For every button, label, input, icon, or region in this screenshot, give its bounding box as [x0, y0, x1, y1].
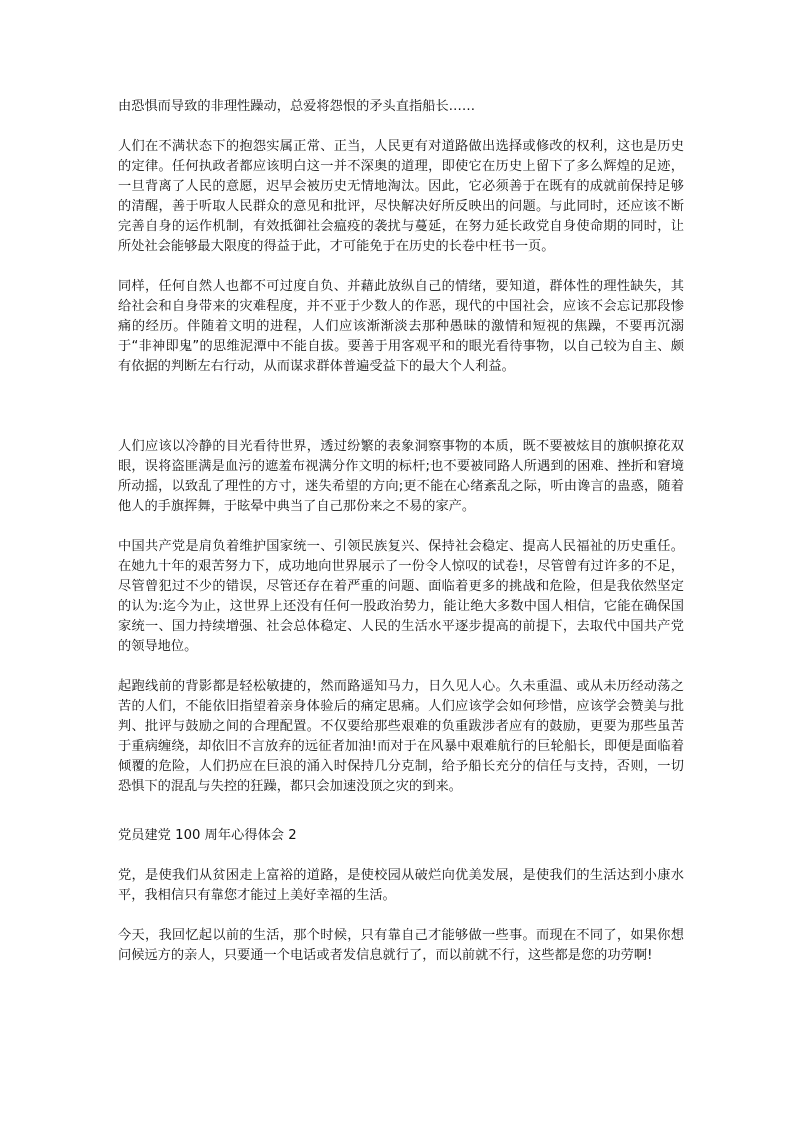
- paragraph-6: 起跑线前的背影都是轻松敏捷的，然而路遥知马力，日久见人心。久未重温、或从未历经动荡之苦的人们，不能依旧指望着亲身体验后的痛定思痛。人们应该学会如何珍惜，应该学会赞美与批判、批评与鼓励之间的合理配置。不仅要给那些艰难的负重跋涉者应有的鼓励，更要为那些虽苦于重病缠绕，却依旧不言放弃的远征者加油!而对于在风暴中艰难航行的巨轮船长，即便是面临着倾覆的危险，人们扔应在巨浪的涌入时保持几分克制，给予船长充分的信任与支持，否则，一切恐惧下的混乱与失控的狂躁，都只会加速没顶之灾的到来。: [118, 679, 684, 794]
- paragraph-4: 人们应该以冷静的目光看待世界，透过纷繁的表象洞察事物的本质，既不要被炫目的旗帜撩花双眼，误将盗匪满是血污的遮羞布视满分作文明的标杆;也不要被同路人所遇到的困难、挫折和窘境所动摇，以致乱了理性的方寸，迷失希望的方向;更不能在心绪紊乱之际，听由谗言的蛊惑，随着他人的手旗挥舞，于眩晕中典当了自己那份来之不易的家产。: [118, 439, 684, 514]
- paragraph-9: 今天，我回忆起以前的生活，那个时候，只有靠自己才能够做一些事。而现在不同了，如果你想问候远方的亲人，只要通一个电话或者发信息就行了，而以前就不行，这些都是您的功劳啊!: [118, 928, 684, 963]
- paragraph-3: 同样，任何自然人也都不可过度自负、并藉此放纵自己的情绪，要知道，群体性的理性缺失，其给社会和自身带来的灾难程度，并不亚于少数人的作恶，现代的中国社会，应该不会忘记那段惨痛的经历。伴随着文明的进程，人们应该渐渐淡去那种愚昧的激情和短视的焦躁，不要再沉溺于“非神即鬼”的思维泥潭中不能自拔。要善于用客观平和的眼光看待事物，以自己较为自主、颇有依据的判断左右行动，从而谋求群体普遍受益下的最大个人利益。: [118, 279, 684, 374]
- paragraph-8: 党，是使我们从贫困走上富裕的道路，是使校园从破烂向优美发展，是使我们的生活达到小康水平，我相信只有靠您才能过上美好幸福的生活。: [118, 868, 684, 903]
- paragraph-2: 人们在不满状态下的抱怨实属正常、正当，人民更有对道路做出选择或修改的权利，这也是历史的定律。任何执政者都应该明白这一并不深奥的道理，即使它在历史上留下了多么辉煌的足迹，一旦背离了人民的意愿，迟早会被历史无情地淘汰。因此，它必须善于在既有的成就前保持足够的清醒，善于听取人民群众的意见和批评，尽快解决好所反映出的问题。与此同时，还应该不断完善自身的运作机制，有效抵御社会瘟疫的袭扰与蔓延，在努力延长政党自身使命期的同时，让所处社会能够最大限度的得益于此，才可能免于在历史的长卷中枉书一页。: [118, 139, 684, 254]
- paragraph-5: 中国共产党是肩负着维护国家统一、引领民族复兴、保持社会稳定、提高人民福祉的历史重任。在她九十年的艰苦努力下，成功地向世界展示了一份令人惊叹的试卷!，尽管曾有过许多的不足，尽管曾犯过不少的错误，尽管还存在着严重的问题、面临着更多的挑战和危险，但是我依然坚定的认为:迄今为止，这世界上还没有任何一股政治势力，能让绝大多数中国人相信，它能在确保国家统一、国力持续增强、社会总体稳定、人民的生活水平逐步提高的前提下，去取代中国共产党的领导地位。: [118, 539, 684, 654]
- section-heading: 党员建党 100 周年心得体会 2: [118, 828, 297, 843]
- paragraph-1: 由恐惧而导致的非理性躁动，总爱将怨恨的矛头直指船长……: [118, 99, 476, 114]
- document-page: [118, 0, 684, 1123]
